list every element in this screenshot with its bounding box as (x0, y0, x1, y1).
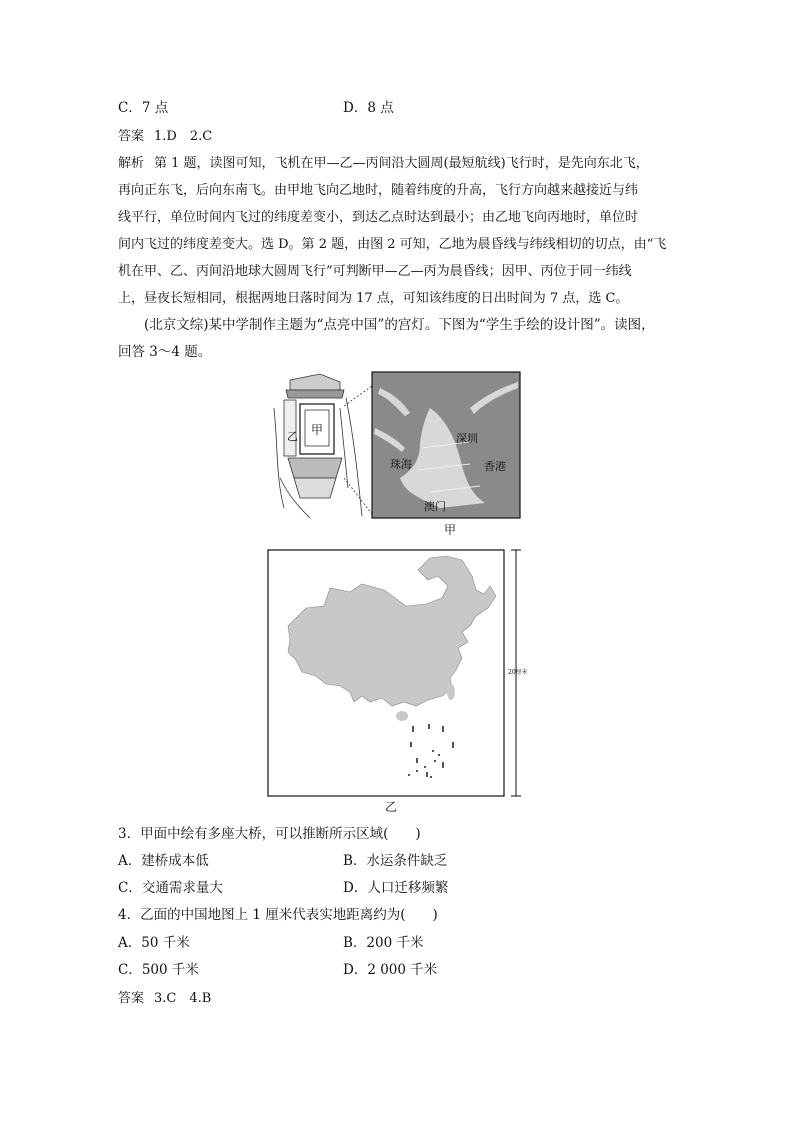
intro-line-1: (北京文综)某中学制作主题为“点亮中国”的宫灯。下图为“学生手绘的设计图”。读图， (144, 317, 655, 333)
lantern-icon (274, 374, 372, 518)
taiwan-shape (447, 684, 455, 700)
q4-option-c: C．500 千米 (118, 962, 199, 978)
intro-line-2: 回答 3～4 题。 (118, 344, 212, 360)
q4-option-b: B．200 千米 (343, 935, 424, 951)
analysis-block (118, 150, 688, 312)
label-zhuhai: 珠海 (390, 458, 412, 471)
answer-1 (118, 125, 212, 144)
q2-option-d-text: D．8 点 (343, 100, 394, 116)
hainan-shape (396, 711, 408, 721)
q4-stem: 4．乙面的中国地图上 1 厘米代表实地距离约为( ) (118, 907, 438, 923)
figure-yi (266, 546, 530, 800)
answer-1-text: 1.D 2.C (154, 129, 213, 144)
analysis-line-6: 上，昼夜长短相同，根据两地日落时间为 17 点，可知该纬度的日出时间为 7 点，选 C。 (118, 291, 629, 306)
scale-label: 20厘米 (508, 669, 528, 676)
q3-stem: 3．甲面中绘有多座大桥，可以推断所示区域( ) (118, 826, 421, 842)
answer-2-text: 3.C 4.B (154, 991, 212, 1006)
q2-options-row (118, 96, 168, 116)
answer-1-label: 答案 (118, 129, 145, 144)
q2-option-c: C．7 点 (118, 100, 169, 116)
figure-yi-caption: 乙 (385, 800, 398, 814)
q4-option-a: A．50 千米 (118, 935, 190, 951)
q3-option-b: B．水运条件缺乏 (343, 853, 448, 869)
analysis-line-2: 再向正东飞，后向东南飞。由甲地飞向乙地时，随着纬度的升高，飞行方向越来越接近与纬 (118, 183, 639, 198)
q3-option-d: D．人口迁移频繁 (343, 880, 449, 896)
figure-jia-caption: 甲 (444, 523, 457, 537)
figure-jia (270, 368, 524, 520)
q2-option-d (343, 96, 394, 116)
label-shenzhen: 深圳 (456, 432, 478, 445)
analysis-line-1 (118, 150, 688, 177)
label-macau: 澳门 (424, 500, 446, 513)
analysis-line-5: 机在甲、乙、丙间沿地球大圆周飞行”可判断甲—乙—丙为晨昏线；因甲、丙位于同一纬线 (118, 264, 632, 279)
answer-2-label: 答案 (118, 991, 145, 1006)
q3-option-a: A．建桥成本低 (118, 853, 209, 869)
intro-block (118, 312, 655, 366)
analysis-text-1: 第 1 题，读图可知，飞机在甲—乙—丙间沿大圆周(最短航线)飞行时，是先向东北飞， (154, 156, 649, 171)
lantern-label-jia: 甲 (311, 423, 324, 437)
analysis-line-4: 间内飞过的纬度差变大。选 D。第 2 题，由图 2 可知，乙地为晨昏线与纬线相切的切点，由“飞 (118, 237, 667, 252)
answer-2 (118, 987, 211, 1006)
label-hongkong: 香港 (484, 460, 506, 473)
q3-option-c: C．交通需求量大 (118, 880, 223, 896)
q4-option-d: D．2 000 千米 (343, 962, 438, 978)
analysis-line-3: 线平行，单位时间内飞过的纬度差变小，到达乙点时达到最小；由乙地飞向丙地时，单位时 (118, 210, 639, 225)
analysis-label: 解析 (118, 156, 145, 171)
lantern-label-yi: 乙 (287, 430, 298, 443)
